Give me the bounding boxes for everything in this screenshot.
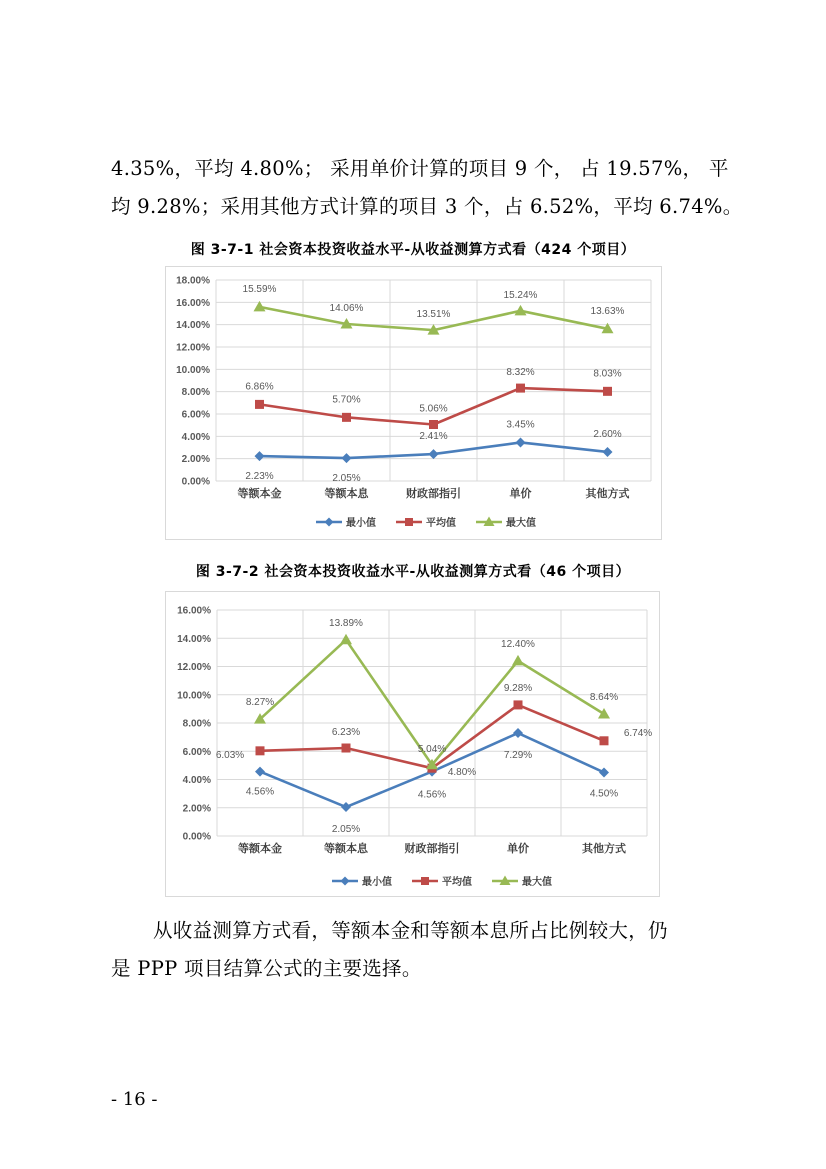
data-point-max	[512, 655, 524, 666]
data-point-avg	[255, 400, 264, 409]
data-point-min	[255, 767, 265, 777]
y-tick-label: 0.00%	[182, 831, 211, 843]
legend-min-label: 最小值	[346, 518, 376, 529]
data-point-max	[515, 305, 527, 316]
y-tick-label: 4.00%	[181, 431, 210, 443]
data-point-min	[342, 453, 352, 463]
data-label: 4.56%	[245, 786, 275, 798]
data-label: 5.70%	[332, 394, 361, 406]
y-tick-label: 10.00%	[177, 690, 211, 702]
paragraph-top-line-1: 4.35%，平均 4.80%； 采用单价计算的项目 9 个， 占 19.57%， 平	[111, 157, 729, 180]
data-label: 4.50%	[589, 788, 619, 800]
chart-1-caption: 图 3-7-1 社会资本投资收益水平-从收益测算方式看（424 个项目）	[190, 242, 636, 258]
legend-min-marker	[325, 518, 334, 527]
page-number: - 16 -	[111, 1089, 158, 1110]
data-label: 15.24%	[503, 289, 538, 301]
legend-avg-marker	[405, 518, 413, 526]
data-point-min	[429, 449, 439, 459]
data-label: 2.60%	[593, 428, 622, 440]
y-tick-label: 0.00%	[181, 476, 210, 488]
series-line-2	[260, 705, 604, 768]
x-tick-label: 财政部指引	[406, 488, 461, 500]
legend-max-label: 最大值	[506, 518, 536, 529]
data-label: 13.89%	[329, 617, 363, 629]
x-tick-label: 等额本息	[324, 843, 368, 855]
x-tick-label: 单价	[507, 843, 529, 855]
paragraph-top	[111, 150, 743, 226]
data-point-min	[516, 437, 526, 447]
paragraph-bottom-line-1: 从收益测算方式看，等额本金和等额本息所占比例较大，仍	[153, 919, 668, 942]
x-tick-label: 等额本金	[238, 843, 282, 855]
paragraph-bottom-line-2: 是 PPP 项目结算公式的主要选择。	[111, 957, 422, 980]
x-tick-label: 其他方式	[585, 488, 630, 500]
data-point-avg	[429, 420, 438, 429]
data-label: 6.86%	[245, 381, 274, 393]
y-tick-label: 10.00%	[176, 364, 210, 376]
data-label: 14.06%	[329, 302, 364, 314]
legend-avg-label: 平均值	[426, 518, 456, 529]
x-tick-label: 财政部指引	[404, 843, 460, 855]
data-label: 3.45%	[506, 419, 535, 431]
data-point-avg	[600, 736, 609, 745]
data-label: 12.40%	[501, 638, 535, 650]
data-point-max	[340, 634, 352, 645]
data-label: 2.05%	[331, 824, 361, 836]
data-point-avg	[342, 744, 351, 753]
x-tick-label: 等额本息	[324, 488, 369, 500]
data-point-avg	[603, 387, 612, 396]
data-label: 5.04%	[417, 743, 447, 755]
data-label: 9.28%	[503, 682, 533, 694]
y-tick-label: 12.00%	[176, 342, 210, 354]
data-label: 7.29%	[503, 750, 533, 762]
data-point-avg	[516, 384, 525, 393]
y-tick-label: 12.00%	[177, 662, 211, 673]
chart-2-caption: 图 3-7-2 社会资本投资收益水平-从收益测算方式看（46 个项目）	[195, 564, 631, 580]
data-label: 6.03%	[215, 749, 245, 761]
data-point-min	[513, 728, 523, 738]
chart-2-svg	[166, 592, 659, 896]
data-label: 8.27%	[245, 697, 275, 709]
data-label: 15.59%	[242, 283, 277, 295]
legend-min-label: 最小值	[362, 877, 392, 888]
y-tick-label: 14.00%	[177, 633, 211, 645]
data-label: 4.56%	[417, 789, 447, 801]
data-label: 2.23%	[245, 471, 274, 483]
x-tick-label: 单价	[509, 488, 532, 500]
y-tick-label: 6.00%	[181, 409, 210, 421]
y-tick-label: 14.00%	[176, 320, 210, 332]
y-tick-label: 8.00%	[181, 387, 210, 399]
x-tick-label: 等额本金	[237, 488, 282, 500]
data-label: 13.63%	[590, 305, 625, 317]
data-point-min	[599, 767, 609, 777]
data-point-avg	[342, 413, 351, 422]
data-point-min	[341, 802, 351, 812]
y-tick-label: 6.00%	[182, 746, 211, 758]
legend-avg-marker	[421, 877, 429, 885]
y-tick-label: 16.00%	[177, 605, 211, 617]
legend-avg-label: 平均值	[442, 877, 472, 888]
data-label: 6.74%	[623, 727, 653, 739]
chart-1	[165, 266, 662, 540]
data-label: 2.05%	[332, 473, 361, 485]
chart-1-svg	[166, 267, 661, 539]
y-tick-label: 4.00%	[182, 775, 211, 786]
chart-2	[165, 591, 660, 897]
data-label: 13.51%	[416, 309, 451, 321]
data-point-avg	[256, 746, 265, 755]
data-label: 4.80%	[447, 767, 477, 779]
data-point-max	[598, 708, 610, 719]
y-tick-label: 2.00%	[181, 454, 210, 466]
legend-min-marker	[341, 877, 350, 886]
paragraph-bottom	[111, 912, 723, 988]
x-tick-label: 其他方式	[582, 843, 626, 855]
data-label: 5.06%	[419, 403, 448, 415]
data-point-min	[603, 447, 613, 457]
data-label: 2.41%	[419, 431, 448, 443]
data-label: 8.64%	[589, 691, 619, 703]
y-tick-label: 16.00%	[176, 297, 210, 309]
y-tick-label: 2.00%	[182, 803, 211, 815]
legend-max-label: 最大值	[522, 877, 552, 888]
y-tick-label: 8.00%	[182, 718, 211, 730]
data-label: 8.32%	[506, 367, 535, 379]
paragraph-top-line-2: 均 9.28%；采用其他方式计算的项目 3 个，占 6.52%，平均 6.74%。	[111, 195, 743, 218]
data-label: 6.23%	[331, 727, 361, 739]
data-label: 8.03%	[593, 368, 622, 380]
data-point-min	[255, 451, 265, 461]
data-point-avg	[514, 700, 523, 709]
y-tick-label: 18.00%	[176, 275, 210, 287]
